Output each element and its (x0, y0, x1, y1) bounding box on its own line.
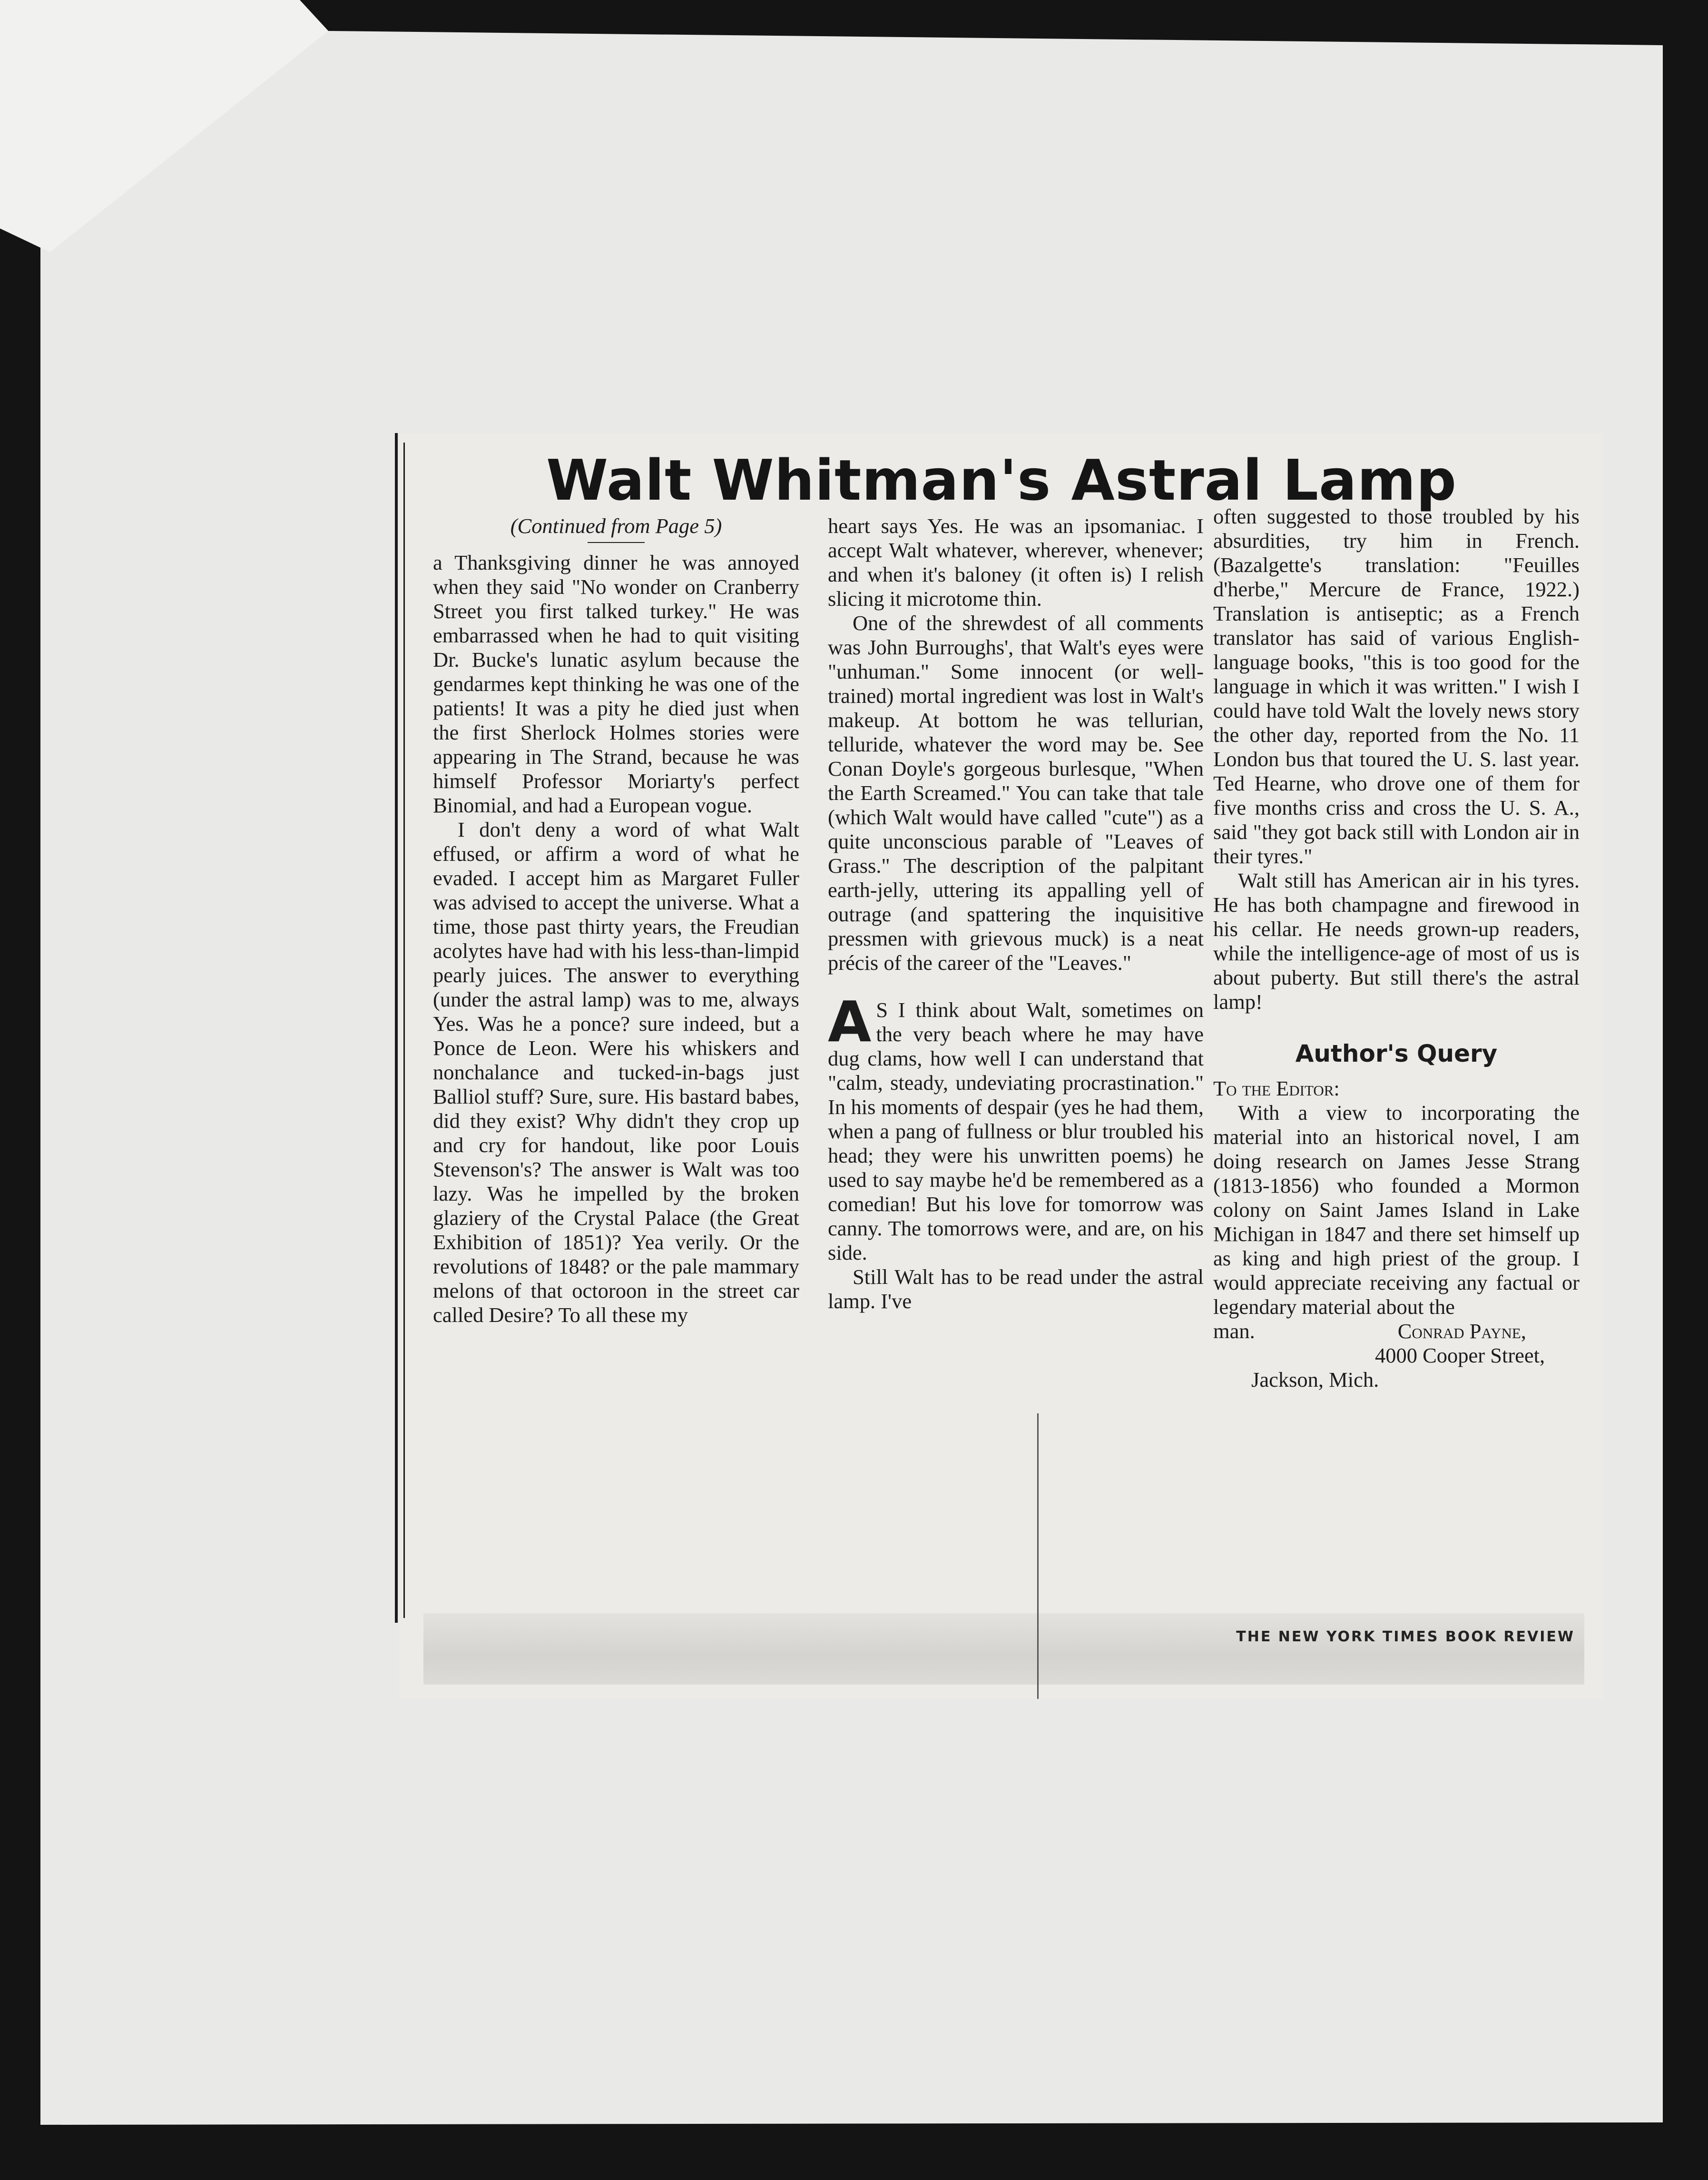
left-rule-thick (395, 433, 398, 1623)
scan-shadow (423, 1613, 1584, 1685)
paragraph: a Thanksgiving dinner he was annoyed when they said "No wonder on Cranberry Street you first talked turkey." He was embarrassed when he had to quit visiting Dr. Bucke's lunatic asylum because the gendarmes kept thinking he was one of the patients! It was a pity he died just when the first Sherlock Holmes stories were appearing in The Strand, because he was himself Professor Moriarty's perfect Binomial, and had a European vogue. (433, 551, 799, 817)
query-heading: Author's Query (1295, 1040, 1498, 1067)
fold-crease (1037, 1413, 1039, 1699)
query-salutation: To the Editor: (1213, 1076, 1340, 1100)
continued-note: (Continued from Page 5) (510, 514, 722, 538)
source-credit: THE NEW YORK TIMES BOOK REVIEW (1236, 1628, 1575, 1645)
paragraph-dropcap (828, 989, 1204, 1265)
query-signature-line (1213, 1319, 1580, 1343)
column-3 (1213, 504, 1580, 1392)
left-rule-thin (403, 443, 405, 1618)
query-last-word: man. (1213, 1319, 1255, 1343)
article-headline: Walt Whitman's Astral Lamp (546, 447, 1457, 513)
divider-dash (588, 542, 645, 543)
paragraph: I don't deny a word of what Walt effused, or affirm a word of what he evaded. I accept him as Margaret Fuller was advised to accept the universe. What a time, those past thirty years, the Freudian acolytes have had with his less-than-limpid pearly juices. The answer to everything (under the astral lamp) was to me, always Yes. Was he a ponce? sure indeed, but a Ponce de Leon. Were his whiskers and nonchalance and tucked-in-bags just Balliol stuff? Sure, sure. His bastard babes, did they exist? Why didn't they crop up and cry for handout, like poor Louis Stevenson's? The answer is Walt was too lazy. Was he impelled by the broken glaziery of the Crystal Palace (the Great Exhibition of 1851)? Yea verily. Or the revolutions of 1848? or the pale mammary melons of that octoroon in the street car called Desire? To all these my (433, 818, 799, 1327)
drop-cap: A (828, 989, 872, 1055)
query-body: With a view to incorporating the material into an historical novel, I am doing research on James Jesse Strang (1813-1856) who founded a Mormon colony on Saint James Island in Lake Michigan in 1847 and there set himself up as king and high priest of the group. I would appreciate receiving any factual or legendary material about the (1213, 1101, 1580, 1319)
column-1 (433, 514, 799, 1327)
query-city: Jackson, Mich. (1251, 1368, 1379, 1391)
paragraph: Still Walt has to be read under the astral lamp. I've (828, 1265, 1204, 1313)
paragraph: One of the shrewdest of all comments was John Burroughs', that Walt's eyes were "unhuman." Some innocent (or well-trained) mortal ingredient was lost in Walt's makeup. At bottom he was tellurian, telluride, whatever the word may be. See Conan Doyle's gorgeous burlesque, "When the Earth Screamed." You can take that tale (which Walt would have called "cute") as a quite unconscious parable of "Leaves of Grass." The description of the palpitant earth-jelly, uttering its appalling yell of outrage (and spattering the inquisitive pressmen with grievous muck) is a neat précis of the career of the "Leaves." (828, 611, 1204, 975)
query-signature: Conrad Payne, (1397, 1319, 1526, 1343)
paragraph: often suggested to those troubled by his absurdities, try him in French. (Bazalgette's translation: "Feuilles d'herbe," Mercure de France, 1922.) Translation is antiseptic; as a French translator has said of various English-language books, "this is too good for the language in which it was written." I wish I could have told Walt the lovely news story the other day, reported from the No. 11 London bus that toured the U. S. last year. Ted Hearne, who drove one of them for five months criss and cross the U. S. A., said "they got back still with London air in their tyres." (1213, 504, 1580, 868)
paragraph: Walt still has American air in his tyres. He has both champagne and firewood in his cellar. He needs grown-up readers, while the intelligence-age of most of us is about puberty. But still there's the astral lamp! (1213, 868, 1580, 1014)
dropcap-paragraph-text: S I think about Walt, sometimes on the very beach where he may have dug clams, how well I can understand that "calm, steady, undeviating procrastination." In his moments of despair (yes he had them, when a pang of fullness or blur troubled his head; they were his unwritten poems) he used to say maybe he'd be remembered as a comedian! But his love for tomorrow was canny. The tomorrows were, and are, on his side. (828, 998, 1204, 1264)
query-address: 4000 Cooper Street, (1375, 1343, 1545, 1367)
newspaper-clipping (400, 433, 1603, 1699)
paragraph: heart says Yes. He was an ipsomaniac. I accept Walt whatever, wherever, whenever; and when it's baloney (it often is) I relish slicing it microtome thin. (828, 514, 1204, 611)
column-2 (828, 514, 1204, 1313)
